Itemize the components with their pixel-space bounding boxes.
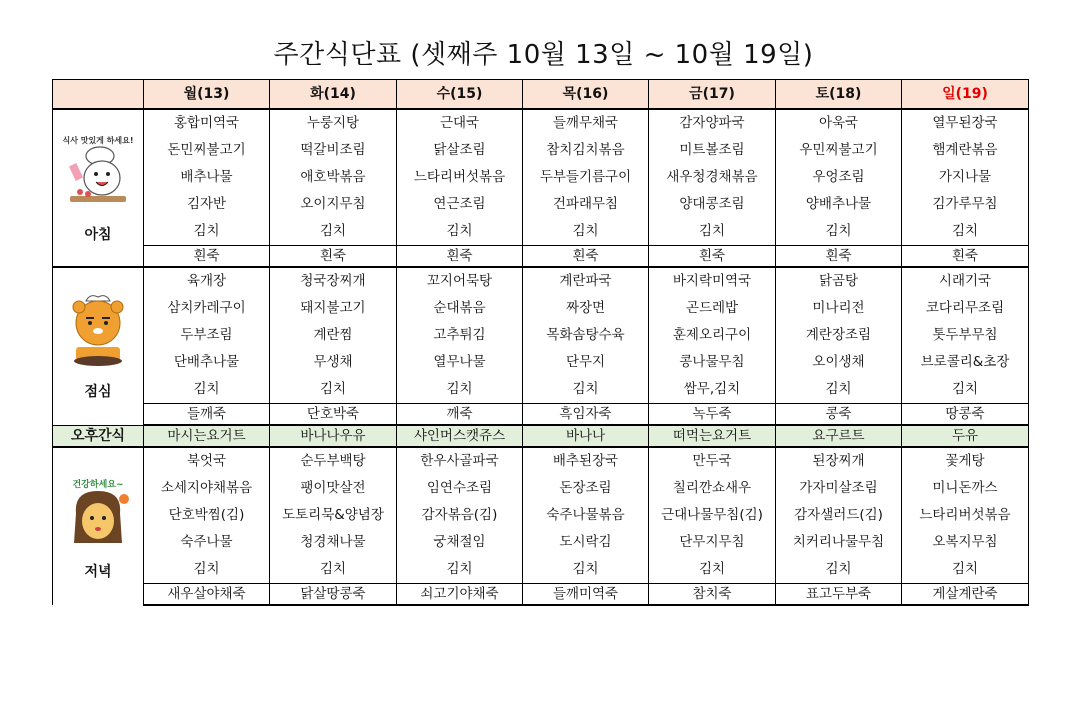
lunch-dish: 김치 (144, 376, 270, 404)
lunch-dish: 쌈무,김치 (649, 376, 776, 404)
breakfast-dish: 김치 (902, 218, 1029, 246)
breakfast-dish: 근대국 (397, 109, 523, 137)
weekly-menu-table (52, 79, 1029, 606)
page-title: 주간식단표 (셋째주 10월 13일 ~ 10월 19일) (273, 40, 814, 70)
breakfast-dish: 오이지무침 (270, 191, 397, 218)
lunch-dish: 삼치카레구이 (144, 295, 270, 322)
breakfast-label-cell (53, 109, 144, 267)
dinner-dish: 김치 (649, 556, 776, 584)
lunch-dish: 고추튀김 (397, 322, 523, 349)
dinner-dish: 만두국 (649, 447, 776, 475)
lunch-porridge: 콩죽 (776, 404, 902, 426)
chef-character-icon (62, 134, 134, 214)
breakfast-row (53, 191, 1029, 218)
dinner-dish: 돈장조림 (523, 475, 649, 502)
breakfast-porridge: 흰죽 (270, 246, 397, 268)
dinner-dish: 숙주나물 (144, 529, 270, 556)
lunch-dish: 브로콜리&초장 (902, 349, 1029, 376)
lunch-porridge: 들깨죽 (144, 404, 270, 426)
lunch-porridge: 땅콩죽 (902, 404, 1029, 426)
breakfast-label: 아침 (84, 226, 112, 243)
lunch-dish: 돼지불고기 (270, 295, 397, 322)
lunch-porridge: 흑임자죽 (523, 404, 649, 426)
lunch-dish: 김치 (397, 376, 523, 404)
dinner-label-cell (53, 447, 144, 605)
breakfast-porridge: 흰죽 (523, 246, 649, 268)
lunch-row (53, 295, 1029, 322)
lunch-row (53, 267, 1029, 295)
lunch-dish: 곤드레밥 (649, 295, 776, 322)
lunch-dish: 바지락미역국 (649, 267, 776, 295)
lunch-dish: 김치 (902, 376, 1029, 404)
breakfast-dish: 양배추나물 (776, 191, 902, 218)
breakfast-dish: 김치 (397, 218, 523, 246)
dinner-dish: 단무지무침 (649, 529, 776, 556)
girl-stay-healthy-icon (62, 473, 134, 551)
corner-cell (53, 80, 144, 110)
dinner-porridge: 새우살야채죽 (144, 584, 270, 606)
day-mon: 월(13) (144, 80, 270, 110)
dinner-dish: 도토리묵&양념장 (270, 502, 397, 529)
lunch-dish: 훈제오리구이 (649, 322, 776, 349)
dinner-dish: 북엇국 (144, 447, 270, 475)
snack-row (53, 425, 1029, 447)
breakfast-dish: 감자양파국 (649, 109, 776, 137)
breakfast-dish: 두부들기름구이 (523, 164, 649, 191)
breakfast-dish: 가지나물 (902, 164, 1029, 191)
lunch-label: 점심 (84, 383, 112, 400)
breakfast-dish: 홍합미역국 (144, 109, 270, 137)
lunch-dish: 단무지 (523, 349, 649, 376)
breakfast-dish: 들깨무채국 (523, 109, 649, 137)
breakfast-dish: 애호박볶음 (270, 164, 397, 191)
breakfast-dish: 양대콩조림 (649, 191, 776, 218)
day-fri: 금(17) (649, 80, 776, 110)
breakfast-porridge: 흰죽 (397, 246, 523, 268)
breakfast-dish: 건파래무침 (523, 191, 649, 218)
dinner-dish: 오복지무침 (902, 529, 1029, 556)
dinner-dish: 가자미살조림 (776, 475, 902, 502)
dinner-porridge: 게살계란죽 (902, 584, 1029, 606)
lunch-dish: 계란장조림 (776, 322, 902, 349)
lunch-row (53, 349, 1029, 376)
dinner-porridge: 쇠고기야채죽 (397, 584, 523, 606)
lunch-dish: 코다리무조림 (902, 295, 1029, 322)
breakfast-dish: 햄계란볶음 (902, 137, 1029, 164)
dinner-dish: 팽이맛살전 (270, 475, 397, 502)
dinner-label: 저녁 (84, 564, 112, 580)
day-sat: 토(18) (776, 80, 902, 110)
dinner-porridge: 닭살땅콩죽 (270, 584, 397, 606)
lunch-porridge-row (53, 404, 1029, 426)
dinner-dish: 미니돈까스 (902, 475, 1029, 502)
lunch-dish: 김치 (523, 376, 649, 404)
dinner-dish: 김치 (270, 556, 397, 584)
breakfast-dish: 연근조림 (397, 191, 523, 218)
dinner-dish: 느타리버섯볶음 (902, 502, 1029, 529)
lunch-row (53, 322, 1029, 349)
breakfast-row (53, 164, 1029, 191)
lunch-label-cell (53, 267, 144, 425)
dinner-dish: 순두부백탕 (270, 447, 397, 475)
lunch-dish: 계란파국 (523, 267, 649, 295)
breakfast-row (53, 109, 1029, 137)
dinner-dish: 임연수조림 (397, 475, 523, 502)
dinner-dish: 김치 (397, 556, 523, 584)
lunch-dish: 톳두부무침 (902, 322, 1029, 349)
breakfast-dish: 김치 (144, 218, 270, 246)
dinner-dish: 김치 (144, 556, 270, 584)
breakfast-dish: 우민찌불고기 (776, 137, 902, 164)
lunch-dish: 오이생채 (776, 349, 902, 376)
breakfast-dish: 느타리버섯볶음 (397, 164, 523, 191)
breakfast-dish: 김치 (270, 218, 397, 246)
lunch-dish: 무생채 (270, 349, 397, 376)
snack-item: 마시는요거트 (144, 425, 270, 447)
breakfast-dish: 김치 (523, 218, 649, 246)
breakfast-dish: 김자반 (144, 191, 270, 218)
dinner-dish: 꽃게탕 (902, 447, 1029, 475)
dinner-row (53, 502, 1029, 529)
dinner-dish: 김치 (523, 556, 649, 584)
breakfast-dish: 참치김치볶음 (523, 137, 649, 164)
breakfast-porridge: 흰죽 (902, 246, 1029, 268)
breakfast-dish: 떡갈비조림 (270, 137, 397, 164)
breakfast-dish: 돈민찌불고기 (144, 137, 270, 164)
breakfast-dish: 미트볼조림 (649, 137, 776, 164)
dinner-dish: 치커리나물무침 (776, 529, 902, 556)
lunch-dish: 김치 (776, 376, 902, 404)
ryan-bear-eating-icon (62, 293, 134, 371)
breakfast-row (53, 137, 1029, 164)
dinner-dish: 한우사골파국 (397, 447, 523, 475)
dinner-dish: 김치 (776, 556, 902, 584)
breakfast-porridge: 흰죽 (144, 246, 270, 268)
dinner-dish: 소세지야채볶음 (144, 475, 270, 502)
breakfast-dish: 새우청경채볶음 (649, 164, 776, 191)
breakfast-porridge: 흰죽 (776, 246, 902, 268)
dinner-porridge-row (53, 584, 1029, 606)
dinner-porridge: 들깨미역죽 (523, 584, 649, 606)
snack-item: 바나나 (523, 425, 649, 447)
dinner-row (53, 475, 1029, 502)
breakfast-porridge-row (53, 246, 1029, 268)
dinner-porridge: 참치죽 (649, 584, 776, 606)
dinner-dish: 배추된장국 (523, 447, 649, 475)
snack-item: 샤인머스캣쥬스 (397, 425, 523, 447)
lunch-dish: 김치 (270, 376, 397, 404)
lunch-dish: 목화솜탕수육 (523, 322, 649, 349)
breakfast-dish: 닭살조림 (397, 137, 523, 164)
dinner-dish: 된장찌개 (776, 447, 902, 475)
lunch-dish: 계란찜 (270, 322, 397, 349)
lunch-dish: 열무나물 (397, 349, 523, 376)
dinner-dish: 칠리깐쇼새우 (649, 475, 776, 502)
snack-item: 바나나우유 (270, 425, 397, 447)
breakfast-dish: 김치 (649, 218, 776, 246)
breakfast-dish: 누룽지탕 (270, 109, 397, 137)
day-thu: 목(16) (523, 80, 649, 110)
dinner-dish: 감자샐러드(김) (776, 502, 902, 529)
breakfast-dish: 아욱국 (776, 109, 902, 137)
lunch-row (53, 376, 1029, 404)
lunch-porridge: 깨죽 (397, 404, 523, 426)
lunch-dish: 청국장찌개 (270, 267, 397, 295)
dinner-dish: 근대나물무침(김) (649, 502, 776, 529)
dinner-row (53, 529, 1029, 556)
lunch-porridge: 녹두죽 (649, 404, 776, 426)
day-header-row (53, 80, 1029, 110)
snack-item: 두유 (902, 425, 1029, 447)
lunch-dish: 단배추나물 (144, 349, 270, 376)
breakfast-dish: 우엉조림 (776, 164, 902, 191)
dinner-porridge: 표고두부죽 (776, 584, 902, 606)
lunch-dish: 꼬지어묵탕 (397, 267, 523, 295)
lunch-dish: 육개장 (144, 267, 270, 295)
lunch-dish: 두부조림 (144, 322, 270, 349)
dinner-dish: 도시락김 (523, 529, 649, 556)
sticker-text: 식사 맛있게 하세요! (62, 135, 134, 145)
lunch-porridge: 단호박죽 (270, 404, 397, 426)
breakfast-row (53, 218, 1029, 246)
day-tue: 화(14) (270, 80, 397, 110)
day-sun: 일(19) (902, 80, 1029, 110)
breakfast-dish: 배추나물 (144, 164, 270, 191)
snack-item: 떠먹는요거트 (649, 425, 776, 447)
day-wed: 수(15) (397, 80, 523, 110)
breakfast-porridge: 흰죽 (649, 246, 776, 268)
dinner-dish: 궁채절임 (397, 529, 523, 556)
sticker-text: 건강하세요~ (72, 480, 124, 490)
lunch-dish: 짜장면 (523, 295, 649, 322)
lunch-dish: 시래기국 (902, 267, 1029, 295)
snack-label: 오후간식 (53, 425, 144, 447)
lunch-dish: 미나리전 (776, 295, 902, 322)
breakfast-dish: 김치 (776, 218, 902, 246)
dinner-dish: 김치 (902, 556, 1029, 584)
lunch-dish: 콩나물무침 (649, 349, 776, 376)
dinner-dish: 청경채나물 (270, 529, 397, 556)
lunch-dish: 순대볶음 (397, 295, 523, 322)
snack-item: 요구르트 (776, 425, 902, 447)
breakfast-dish: 열무된장국 (902, 109, 1029, 137)
dinner-dish: 숙주나물볶음 (523, 502, 649, 529)
dinner-row (53, 556, 1029, 584)
dinner-dish: 감자볶음(김) (397, 502, 523, 529)
dinner-dish: 단호박찜(김) (144, 502, 270, 529)
lunch-dish: 닭곰탕 (776, 267, 902, 295)
dinner-row (53, 447, 1029, 475)
breakfast-dish: 김가루무침 (902, 191, 1029, 218)
